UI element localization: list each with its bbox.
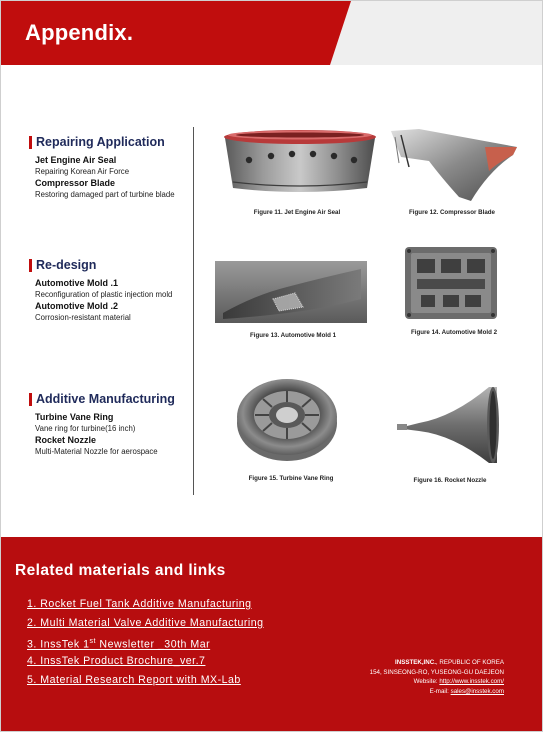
- automotive-mold-1-image: [215, 259, 367, 325]
- links-list: [27, 597, 264, 692]
- footer-title: Related materials and links: [15, 562, 226, 579]
- section-title: Repairing Application: [36, 135, 165, 149]
- item-title: Automotive Mold .2: [35, 301, 118, 311]
- figure-caption: Figure 16. Rocket Nozzle: [413, 477, 487, 484]
- item-title: Jet Engine Air Seal: [35, 155, 117, 165]
- company-address: 154, SINSEONG-RO, YUSEONG-GU DAEJEON: [369, 668, 504, 676]
- email-label: E-mail:: [429, 687, 451, 695]
- link-multi-material-valve[interactable]: 2. Multi Material Valve Additive Manufacturing: [27, 617, 264, 629]
- figure-caption: Figure 13. Automotive Mold 1: [249, 332, 337, 339]
- item-description: Repairing Korean Air Force: [35, 167, 130, 176]
- link-material-research-report[interactable]: 5. Material Research Report with MX-Lab: [27, 674, 241, 686]
- company-country: , REPUBLIC OF KOREA: [435, 659, 504, 666]
- figure-caption: Figure 14. Automotive Mold 2: [410, 329, 498, 336]
- item-description: Reconfiguration of plastic injection mold: [35, 290, 173, 299]
- section-additive-manufacturing: [29, 391, 175, 457]
- rocket-nozzle-image: [393, 383, 503, 469]
- item-title: Rocket Nozzle: [35, 435, 97, 445]
- website-link[interactable]: http://www.insstek.com/: [439, 678, 504, 685]
- figure-caption: Figure 15. Turbine Vane Ring: [248, 475, 334, 482]
- item-title: Turbine Vane Ring: [35, 412, 114, 422]
- section-marker: [29, 136, 32, 149]
- item-description: Corrosion-resistant material: [35, 313, 131, 322]
- compressor-blade-image: [389, 127, 523, 203]
- section-marker: [29, 393, 32, 406]
- item-title: Compressor Blade: [35, 178, 116, 188]
- section-title: Additive Manufacturing: [36, 392, 175, 406]
- item-description: Vane ring for turbine(16 inch): [35, 424, 136, 433]
- item-description: Multi-Material Nozzle for aerospace: [35, 447, 158, 456]
- vertical-divider: [193, 127, 194, 495]
- automotive-mold-2-image: [403, 245, 499, 321]
- section-repairing-application: [29, 134, 175, 200]
- link-product-brochure[interactable]: 4. InssTek Product Brochure_ver.7: [27, 655, 206, 667]
- turbine-vane-ring-image: [233, 373, 341, 463]
- item-title: Automotive Mold .1: [35, 278, 118, 288]
- website-label: Website:: [413, 678, 440, 685]
- section-title: Re-design: [36, 258, 97, 272]
- figure-caption: Figure 12. Compressor Blade: [409, 209, 495, 216]
- related-links-footer: [1, 537, 542, 731]
- section-marker: [29, 259, 32, 272]
- jet-engine-air-seal-image: [219, 126, 381, 196]
- figure-caption: Figure 11. Jet Engine Air Seal: [253, 209, 341, 216]
- email-link[interactable]: sales@insstek.com: [450, 687, 504, 695]
- link-rocket-fuel-tank[interactable]: 1. Rocket Fuel Tank Additive Manufacturing: [27, 598, 252, 610]
- link-newsletter[interactable]: 3. InssTek 1st Newsletter _30th Mar: [27, 638, 211, 651]
- company-info: [370, 658, 504, 696]
- page-title: Appendix.: [25, 20, 134, 45]
- section-re-design: [29, 257, 172, 323]
- company-name: INSSTEK,INC.: [395, 659, 436, 666]
- item-description: Restoring damaged part of turbine blade: [35, 190, 175, 199]
